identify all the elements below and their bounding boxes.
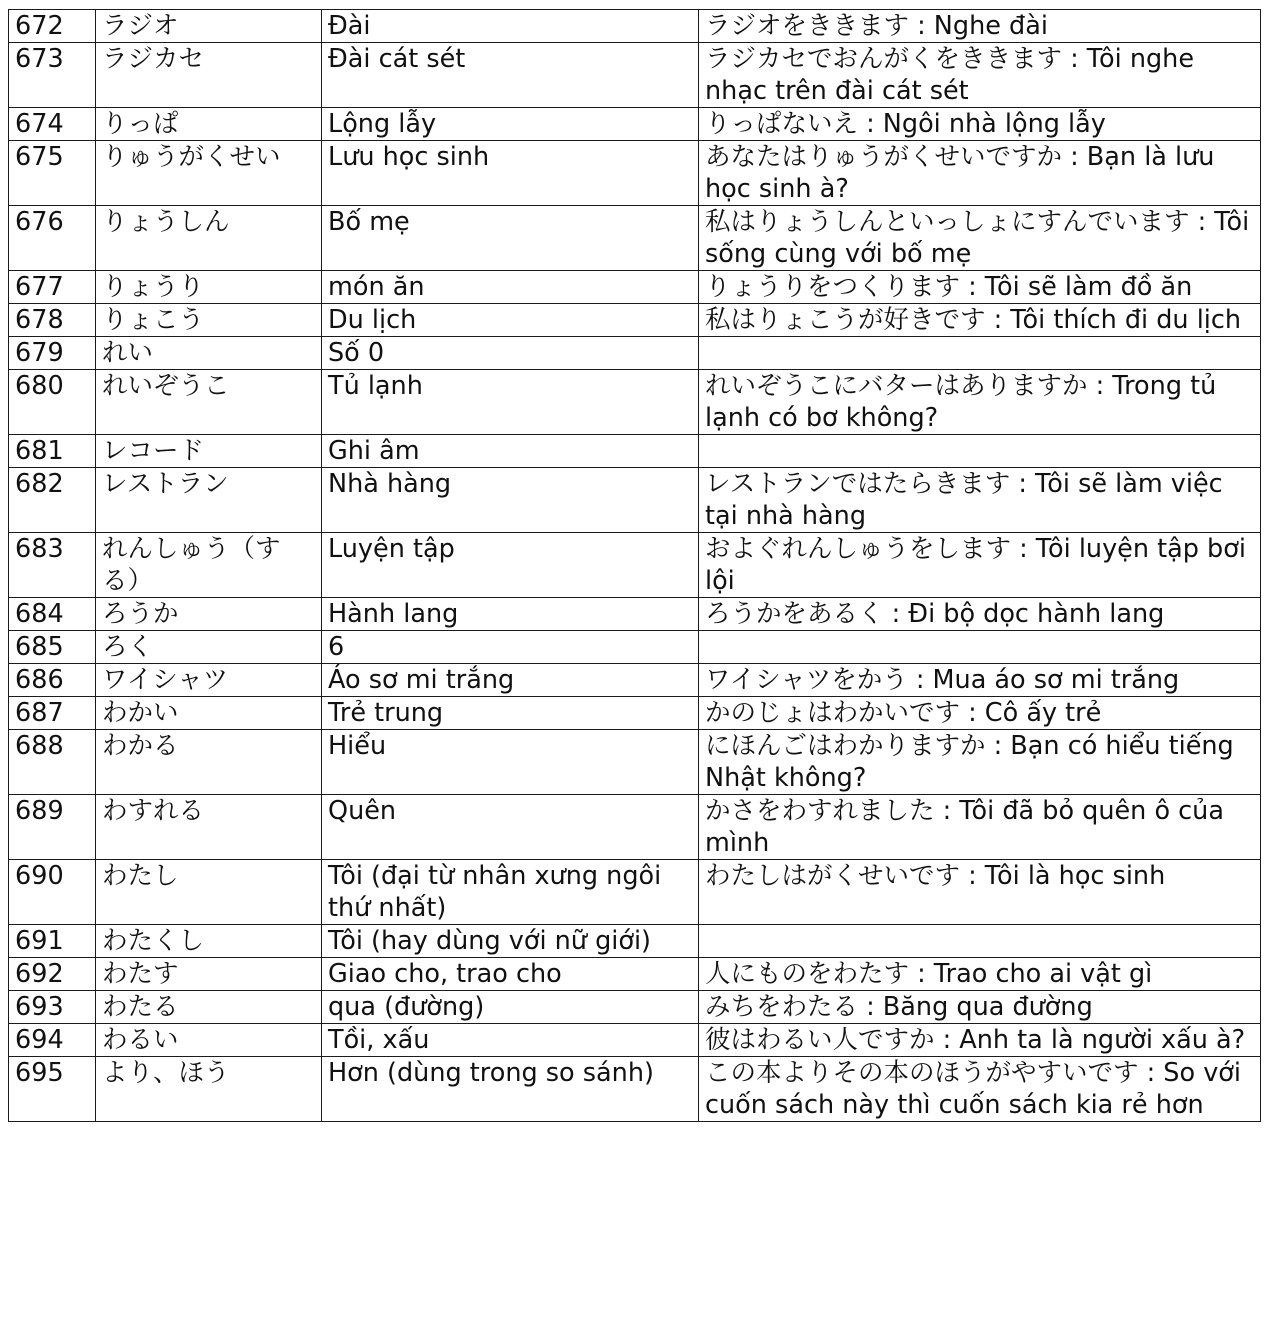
entry-number: 695: [9, 1057, 96, 1122]
example-sentence: [699, 631, 1261, 664]
japanese-word: ワイシャツ: [96, 664, 322, 697]
vietnamese-meaning: Tôi (hay dùng với nữ giới): [322, 925, 699, 958]
vietnamese-meaning: Áo sơ mi trắng: [322, 664, 699, 697]
vietnamese-meaning: Đài: [322, 10, 699, 43]
vietnamese-meaning: Tồi, xấu: [322, 1024, 699, 1057]
japanese-word: ろうか: [96, 598, 322, 631]
table-row: [9, 598, 1261, 631]
vietnamese-meaning: Giao cho, trao cho: [322, 958, 699, 991]
japanese-word: ラジオ: [96, 10, 322, 43]
table-row: [9, 925, 1261, 958]
entry-number: 673: [9, 43, 96, 108]
table-row: [9, 337, 1261, 370]
example-sentence: ろうかをあるく : Đi bộ dọc hành lang: [699, 598, 1261, 631]
vocabulary-table-body: [9, 10, 1261, 1122]
japanese-word: わすれる: [96, 795, 322, 860]
table-row: [9, 860, 1261, 925]
example-sentence: 私はりょうしんといっしょにすんでいます : Tôi sống cùng với bố mẹ: [699, 206, 1261, 271]
japanese-word: わかい: [96, 697, 322, 730]
table-row: [9, 795, 1261, 860]
table-row: [9, 370, 1261, 435]
vietnamese-meaning: Luyện tập: [322, 533, 699, 598]
vietnamese-meaning: Hiểu: [322, 730, 699, 795]
example-sentence: 彼はわるい人ですか : Anh ta là người xấu à?: [699, 1024, 1261, 1057]
entry-number: 686: [9, 664, 96, 697]
vietnamese-meaning: Hành lang: [322, 598, 699, 631]
entry-number: 683: [9, 533, 96, 598]
japanese-word: ラジカセ: [96, 43, 322, 108]
entry-number: 678: [9, 304, 96, 337]
table-row: [9, 730, 1261, 795]
japanese-word: わたくし: [96, 925, 322, 958]
vietnamese-meaning: món ăn: [322, 271, 699, 304]
example-sentence: ラジオをききます : Nghe đài: [699, 10, 1261, 43]
table-row: [9, 435, 1261, 468]
japanese-word: わたる: [96, 991, 322, 1024]
example-sentence: およぐれんしゅうをします : Tôi luyện tập bơi lội: [699, 533, 1261, 598]
vietnamese-meaning: Nhà hàng: [322, 468, 699, 533]
entry-number: 692: [9, 958, 96, 991]
example-sentence: かのじょはわかいです : Cô ấy trẻ: [699, 697, 1261, 730]
vietnamese-meaning: Đài cát sét: [322, 43, 699, 108]
vietnamese-meaning: qua (đường): [322, 991, 699, 1024]
example-sentence: [699, 925, 1261, 958]
japanese-word: りょうり: [96, 271, 322, 304]
vietnamese-meaning: Tủ lạnh: [322, 370, 699, 435]
entry-number: 672: [9, 10, 96, 43]
example-sentence: ワイシャツをかう : Mua áo sơ mi trắng: [699, 664, 1261, 697]
table-row: [9, 533, 1261, 598]
entry-number: 694: [9, 1024, 96, 1057]
example-sentence: [699, 435, 1261, 468]
entry-number: 687: [9, 697, 96, 730]
vietnamese-meaning: Trẻ trung: [322, 697, 699, 730]
entry-number: 693: [9, 991, 96, 1024]
example-sentence: レストランではたらきます : Tôi sẽ làm việc tại nhà hàng: [699, 468, 1261, 533]
example-sentence: わたしはがくせいです : Tôi là học sinh: [699, 860, 1261, 925]
japanese-word: れい: [96, 337, 322, 370]
example-sentence: りょうりをつくります : Tôi sẽ làm đồ ăn: [699, 271, 1261, 304]
example-sentence: みちをわたる : Băng qua đường: [699, 991, 1261, 1024]
example-sentence: ラジカセでおんがくをききます : Tôi nghe nhạc trên đài cát sét: [699, 43, 1261, 108]
japanese-word: わたす: [96, 958, 322, 991]
example-sentence: 人にものをわたす : Trao cho ai vật gì: [699, 958, 1261, 991]
japanese-word: より、ほう: [96, 1057, 322, 1122]
japanese-word: レコード: [96, 435, 322, 468]
table-row: [9, 1024, 1261, 1057]
vietnamese-meaning: Hơn (dùng trong so sánh): [322, 1057, 699, 1122]
japanese-word: わかる: [96, 730, 322, 795]
example-sentence: れいぞうこにバターはありますか : Trong tủ lạnh có bơ không?: [699, 370, 1261, 435]
vietnamese-meaning: Bố mẹ: [322, 206, 699, 271]
japanese-word: れんしゅう（する）: [96, 533, 322, 598]
entry-number: 690: [9, 860, 96, 925]
entry-number: 675: [9, 141, 96, 206]
example-sentence: [699, 337, 1261, 370]
table-row: [9, 664, 1261, 697]
japanese-word: りょうしん: [96, 206, 322, 271]
table-row: [9, 108, 1261, 141]
table-row: [9, 1057, 1261, 1122]
table-row: [9, 10, 1261, 43]
entry-number: 685: [9, 631, 96, 664]
japanese-word: りょこう: [96, 304, 322, 337]
entry-number: 682: [9, 468, 96, 533]
vietnamese-meaning: Ghi âm: [322, 435, 699, 468]
entry-number: 677: [9, 271, 96, 304]
vietnamese-meaning: 6: [322, 631, 699, 664]
table-row: [9, 43, 1261, 108]
example-sentence: かさをわすれました : Tôi đã bỏ quên ô của mình: [699, 795, 1261, 860]
table-row: [9, 697, 1261, 730]
vietnamese-meaning: Quên: [322, 795, 699, 860]
example-sentence: りっぱないえ : Ngôi nhà lộng lẫy: [699, 108, 1261, 141]
example-sentence: 私はりょこうが好きです : Tôi thích đi du lịch: [699, 304, 1261, 337]
entry-number: 688: [9, 730, 96, 795]
vietnamese-meaning: Lộng lẫy: [322, 108, 699, 141]
table-row: [9, 141, 1261, 206]
table-row: [9, 304, 1261, 337]
entry-number: 689: [9, 795, 96, 860]
entry-number: 676: [9, 206, 96, 271]
entry-number: 681: [9, 435, 96, 468]
japanese-word: ろく: [96, 631, 322, 664]
vietnamese-meaning: Số 0: [322, 337, 699, 370]
table-row: [9, 271, 1261, 304]
entry-number: 684: [9, 598, 96, 631]
entry-number: 680: [9, 370, 96, 435]
entry-number: 679: [9, 337, 96, 370]
japanese-word: レストラン: [96, 468, 322, 533]
table-row: [9, 206, 1261, 271]
table-row: [9, 958, 1261, 991]
japanese-word: りゅうがくせい: [96, 141, 322, 206]
table-row: [9, 991, 1261, 1024]
vietnamese-meaning: Tôi (đại từ nhân xưng ngôi thứ nhất): [322, 860, 699, 925]
japanese-word: れいぞうこ: [96, 370, 322, 435]
example-sentence: あなたはりゅうがくせいですか : Bạn là lưu học sinh à?: [699, 141, 1261, 206]
example-sentence: にほんごはわかりますか : Bạn có hiểu tiếng Nhật không?: [699, 730, 1261, 795]
vietnamese-meaning: Du lịch: [322, 304, 699, 337]
japanese-word: わるい: [96, 1024, 322, 1057]
vocabulary-table: [8, 9, 1261, 1122]
entry-number: 674: [9, 108, 96, 141]
entry-number: 691: [9, 925, 96, 958]
japanese-word: わたし: [96, 860, 322, 925]
table-row: [9, 631, 1261, 664]
example-sentence: この本よりその本のほうがやすいです : So với cuốn sách này thì cuốn sách kia rẻ hơn: [699, 1057, 1261, 1122]
table-row: [9, 468, 1261, 533]
vietnamese-meaning: Lưu học sinh: [322, 141, 699, 206]
japanese-word: りっぱ: [96, 108, 322, 141]
